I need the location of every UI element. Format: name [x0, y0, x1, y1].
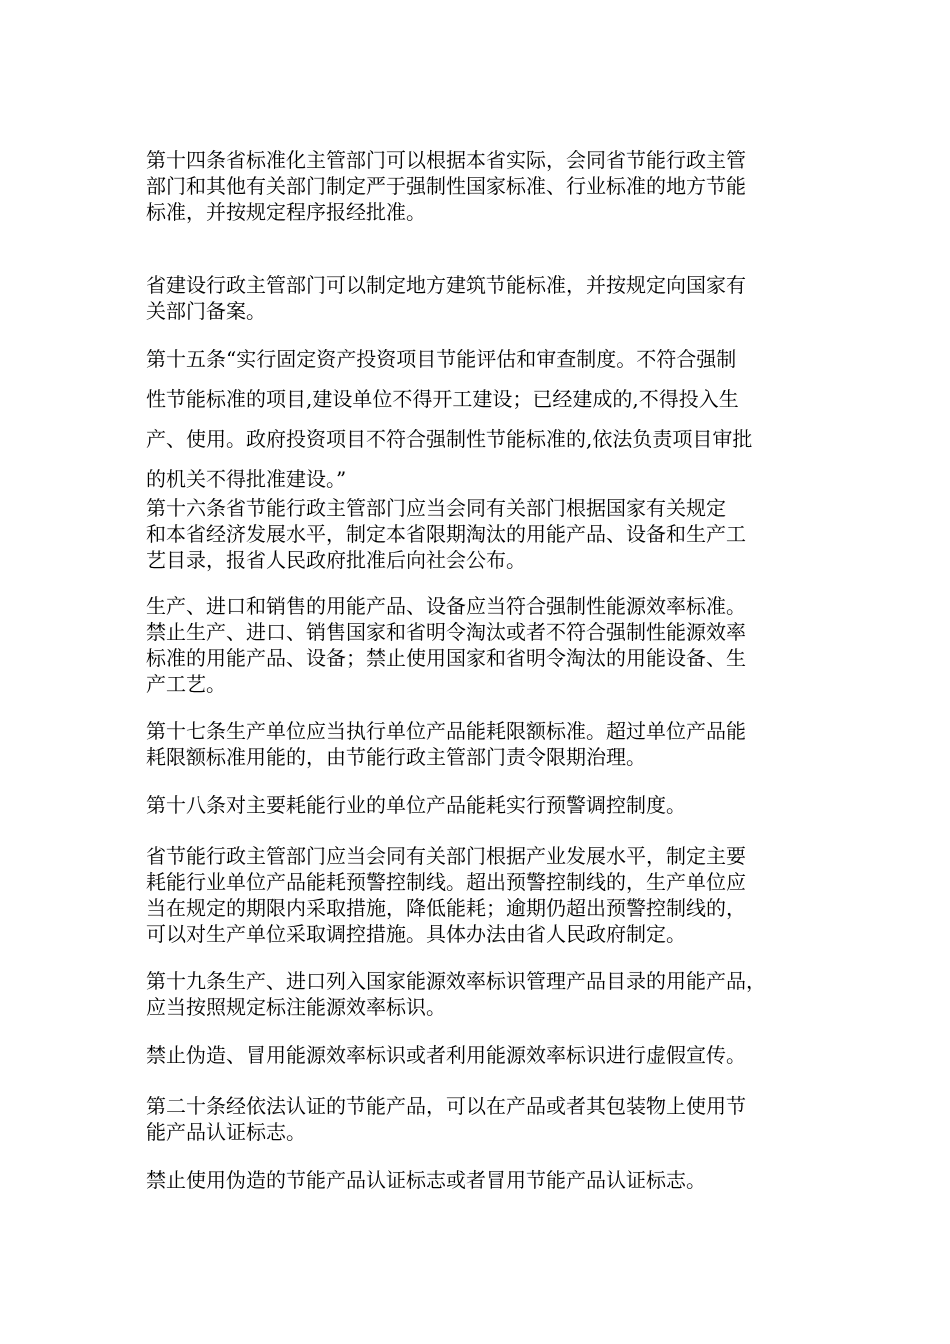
paragraph-label-misuse — [146, 1042, 806, 1068]
text-line: 禁止使用伪造的节能产品认证标志或者冒用节能产品认证标志。 — [146, 1168, 706, 1192]
text-line: 的机关不得批准建设。” — [146, 467, 347, 491]
text-line: 和本省经济发展水平，制定本省限期淘汰的用能产品、设备和生产工 — [146, 522, 746, 546]
paragraph-article-15 — [146, 339, 806, 499]
text-line: 第二十条经依法认证的节能产品，可以在产品或者其包装物上使用节 — [146, 1094, 746, 1118]
text-line: 可以对生产单位采取调控措施。具体办法由省人民政府制定。 — [146, 922, 686, 946]
text-line: 省建设行政主管部门可以制定地方建筑节能标准，并按规定向国家有 — [146, 273, 746, 297]
text-line: 生产、进口和销售的用能产品、设备应当符合强制性能源效率标准。 — [146, 594, 746, 618]
text-line: 部门和其他有关部门制定严于强制性国家标准、行业标准的地方节能 — [146, 174, 746, 198]
text-line: 第十六条省节能行政主管部门应当会同有关部门根据国家有关规定 — [146, 496, 726, 520]
text-line: 产工艺。 — [146, 672, 226, 696]
text-line: 标准的用能产品、设备；禁止使用国家和省明令淘汰的用能设备、生 — [146, 646, 746, 670]
paragraph-warning-control — [146, 843, 806, 947]
paragraph-article-20 — [146, 1093, 806, 1145]
paragraph-article-18 — [146, 792, 806, 818]
text-line: 第十九条生产、进口列入国家能源效率标识管理产品目录的用能产品， — [146, 969, 766, 993]
text-line: 标准，并按规定程序报经批准。 — [146, 200, 426, 224]
text-line: 产、使用。政府投资项目不符合强制性节能标准的,依法负责项目审批 — [146, 427, 753, 451]
text-line: 禁止生产、进口、销售国家和省明令淘汰或者不符合强制性能源效率 — [146, 620, 746, 644]
paragraph-article-17 — [146, 718, 806, 770]
text-line: 第十五条“实行固定资产投资项目节能评估和审查制度。不符合强制 — [146, 347, 737, 371]
text-line: 能产品认证标志。 — [146, 1120, 306, 1144]
text-line: 应当按照规定标注能源效率标识。 — [146, 995, 446, 1019]
text-line: 第十八条对主要耗能行业的单位产品能耗实行预警调控制度。 — [146, 793, 686, 817]
paragraph-energy-products — [146, 593, 806, 697]
paragraph-article-19 — [146, 968, 806, 1020]
paragraph-building-standards — [146, 272, 806, 324]
text-line: 性节能标准的项目,建设单位不得开工建设；已经建成的,不得投入生 — [146, 387, 739, 411]
text-line: 关部门备案。 — [146, 299, 266, 323]
text-line: 耗能行业单位产品能耗预警控制线。超出预警控制线的，生产单位应 — [146, 870, 746, 894]
text-line: 耗限额标准用能的，由节能行政主管部门责令限期治理。 — [146, 745, 646, 769]
paragraph-certification-misuse — [146, 1167, 806, 1193]
text-line: 艺目录，报省人民政府批准后向社会公布。 — [146, 548, 526, 572]
text-line: 禁止伪造、冒用能源效率标识或者利用能源效率标识进行虚假宣传。 — [146, 1043, 746, 1067]
text-line: 省节能行政主管部门应当会同有关部门根据产业发展水平，制定主要 — [146, 844, 746, 868]
text-line: 当在规定的期限内采取措施，降低能耗；逾期仍超出预警控制线的， — [146, 896, 746, 920]
paragraph-article-16 — [146, 495, 806, 573]
text-line: 第十四条省标准化主管部门可以根据本省实际，会同省节能行政主管 — [146, 148, 746, 172]
text-line: 第十七条生产单位应当执行单位产品能耗限额标准。超过单位产品能 — [146, 719, 746, 743]
paragraph-article-14 — [146, 147, 806, 225]
